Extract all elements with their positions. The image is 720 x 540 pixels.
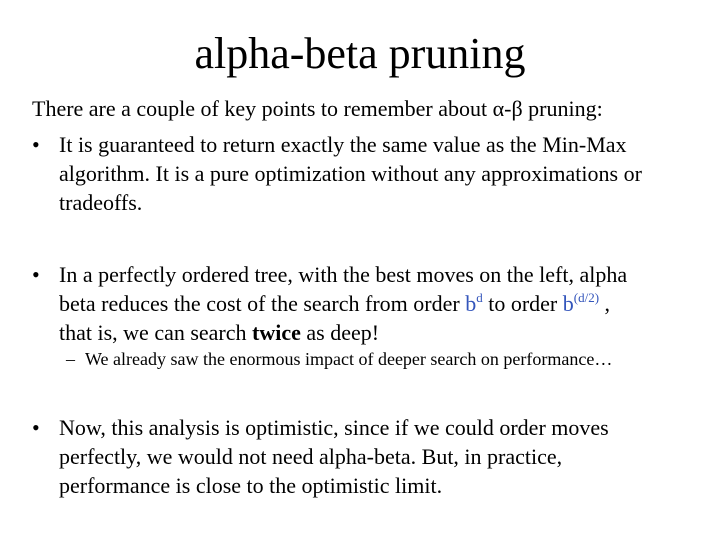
bullet1-line1: It is guaranteed to return exactly the same value as the Min-Max <box>59 132 627 157</box>
complexity-exponent: d <box>476 290 483 305</box>
sub-bullet-text: We already saw the enormous impact of deeper search on performance… <box>85 349 613 369</box>
bullet2-line2 <box>59 289 627 318</box>
sub-bullet-dash: – <box>66 349 75 369</box>
bullet2-line2-prefix: beta reduces the cost of the search from order <box>59 291 466 316</box>
slide-title: alpha-beta pruning <box>194 29 526 78</box>
bullet-marker: • <box>32 262 40 287</box>
complexity-bd <box>465 291 483 316</box>
bullet3-line2: perfectly, we would not need alpha-beta. But, in practice, <box>59 444 563 469</box>
complexity-base: b <box>465 291 477 316</box>
bullet-marker: • <box>32 415 40 440</box>
bullet3-line3: performance is close to the optimistic limit. <box>59 473 443 498</box>
intro-text <box>32 94 702 123</box>
emphasis-twice: twice <box>252 320 301 345</box>
complexity-base: b <box>562 291 574 316</box>
bullet2-line3-prefix: that is, we can search <box>59 320 253 345</box>
bullet1-line2: algorithm. It is a pure optimization without any approximations or <box>59 161 642 186</box>
intro-tail: pruning: <box>522 96 603 121</box>
bullet-marker: • <box>32 132 40 157</box>
alpha-symbol: α <box>492 96 505 121</box>
intro-hyphen: - <box>504 96 512 121</box>
bullet2-line3-suffix: as deep! <box>300 320 380 345</box>
sub-bullet-deeper-search <box>66 347 612 371</box>
bullet2-line2-mid: to order <box>482 291 563 316</box>
beta-symbol: β <box>511 96 523 121</box>
bullet2-line1: In a perfectly ordered tree, with the best moves on the left, alpha <box>59 262 628 287</box>
bullet2-line2-suffix: , <box>599 291 611 316</box>
bullet3-line1: Now, this analysis is optimistic, since if we could order moves <box>59 415 609 440</box>
bullet1-line3: tradeoffs. <box>59 190 143 215</box>
bullet2-line3 <box>59 318 627 347</box>
complexity-bd2 <box>563 291 599 316</box>
complexity-exponent: (d/2) <box>573 290 600 305</box>
intro-lead: There are a couple of key points to remember about <box>32 96 493 121</box>
